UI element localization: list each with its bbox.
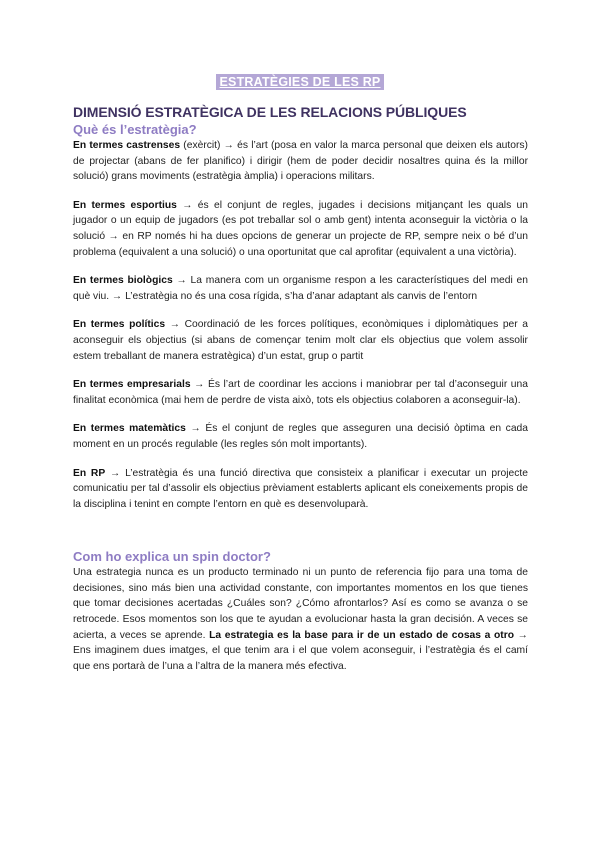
document-title: ESTRATÈGIES DE LES RP bbox=[216, 74, 385, 90]
term-text: → és el conjunt de regles, jugades i decisions mitjançant les quals un jugador o un equip de jugadors (es pot treballar sol o amb gent) intenta aconseguir la victòria o la solució → en RP només hi ha dues opcions de generar un projecte de RP, sempre neix o bé d’un problema (equivalent a una solució) o una oportunitat que cal aprofitar (equivalent a una victòria). bbox=[73, 199, 529, 258]
paragraph-empresarials bbox=[73, 377, 528, 408]
term-label: En termes polítics bbox=[73, 319, 166, 331]
term-label: En termes castrenses bbox=[73, 140, 181, 151]
paragraph-biologics bbox=[73, 273, 528, 304]
term-text: → És l’art de coordinar les accions i maniobrar per tal d’aconseguir una finalitat econòmica (mai hem de perdre de vista això, tots els objectius colaboren a aconseguir-la). bbox=[73, 379, 528, 406]
term-label: En RP bbox=[73, 467, 106, 479]
paragraph-matematics bbox=[73, 421, 528, 452]
section-heading-spin-doctor: Com ho explica un spin doctor? bbox=[73, 549, 271, 565]
spin-text-bold: La estrategia es la base para ir de un estado de cosas a otro bbox=[209, 629, 515, 641]
paragraph-rp bbox=[73, 466, 528, 513]
term-text: → És el conjunt de regles que asseguren una decisió òptima en cada moment en un procés regulable (les regles són molt importants). bbox=[73, 423, 528, 450]
spin-text-b: → Ens imaginem dues imatges, el que tenim ara i el que volem aconseguir, i l’estratègia és el camí que ens portarà de l’una a l’altra de la manera més efectiva. bbox=[73, 629, 528, 672]
paragraph-spin-doctor bbox=[73, 565, 528, 674]
spin-text-a: Una estrategia nunca es un producto terminado ni un punto de referencia fijo para una toma de decisiones, sino más bien una actividad constante, con importantes momentos en los que tienes que tomar decisiones acertadas ¿Cuáles son? ¿Cómo afrontarlos? Así es como se avanza o se retrocede. Esos momentos son los que te ayudan a evolucionar hasta la gran decisión. A veces se acierta, a veces se aprende. bbox=[73, 567, 528, 641]
section-heading-strategy: Què és l’estratègia? bbox=[73, 122, 197, 137]
term-text: → Coordinació de les forces polítiques, econòmiques i diplomàtiques per a aconseguir els objectius (si abans de començar tenim molt clar els objectius que volem assolir estem treballant de manera estratègica) d’un estat, grup o partit bbox=[73, 319, 528, 362]
title-wrap bbox=[0, 73, 600, 91]
term-label: En termes esportius bbox=[73, 199, 177, 211]
term-label: En termes empresarials bbox=[73, 379, 191, 391]
term-text: → La manera com un organisme respon a les característiques del medi en què viu. → L’estratègia no és una cosa rígida, s’ha d’anar adaptant als canvis de l’entorn bbox=[73, 275, 528, 302]
term-text: → L’estratègia és una funció directiva que consisteix a planificar i executar un projecte comunicatiu per tal d’assolir els objectius prèviament establerts aplicant els coneixements propis de la disciplina i tenint en compte l’entorn en què es desenvoluparà. bbox=[73, 467, 528, 510]
document-body bbox=[73, 104, 528, 674]
paragraph-politics bbox=[73, 317, 528, 364]
main-heading: DIMENSIÓ ESTRATÈGICA DE LES RELACIONS PÚBLIQUES bbox=[73, 104, 467, 120]
term-label: En termes matemàtics bbox=[73, 423, 186, 435]
term-text: (exèrcit) → és l’art (posa en valor la marca personal que deixen els autors) de projectar (abans de fer planifico) i dirigir (hem de poder decidir nosaltres quina és la millor solució) grans moviments (estratègia àmplia) i operacions militars. bbox=[73, 140, 528, 183]
paragraph-esportius bbox=[73, 198, 528, 260]
paragraph-castrenses bbox=[73, 138, 528, 185]
term-label: En termes biològics bbox=[73, 275, 173, 287]
